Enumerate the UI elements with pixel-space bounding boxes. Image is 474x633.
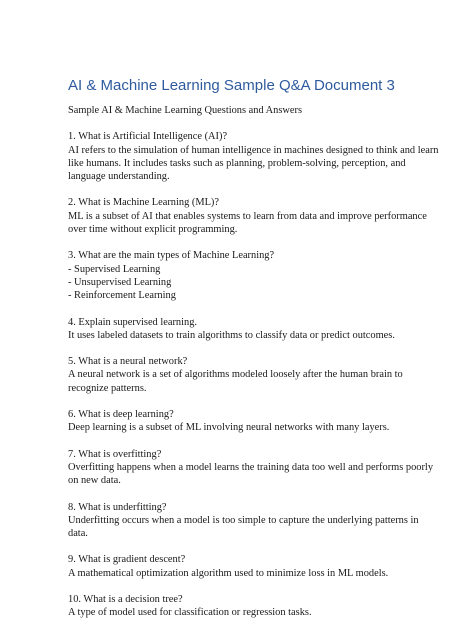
answer-7: Overfitting happens when a model learns the training data too well and performs poorly on new data.	[68, 461, 434, 487]
qa-item-1	[68, 130, 440, 183]
question-5: 5. What is a neural network?	[68, 356, 188, 368]
answer-6: Deep learning is a subset of ML involving neural networks with many layers.	[68, 422, 390, 434]
qa-item-10	[68, 593, 440, 620]
answer-1: AI refers to the simulation of human intelligence in machines designed to think and learn like humans. It includes tasks such as planning, problem-solving, perception, and language understanding.	[68, 144, 439, 183]
qa-item-5	[68, 355, 440, 395]
qa-item-6	[68, 408, 440, 435]
answer-9: A mathematical optimization algorithm used to minimize loss in ML models.	[68, 567, 389, 579]
question-10: 10. What is a decision tree?	[68, 594, 183, 606]
qa-item-4	[68, 316, 440, 343]
qa-item-9	[68, 553, 440, 580]
qa-item-2	[68, 196, 440, 236]
question-9: 9. What is gradient descent?	[68, 554, 186, 566]
question-1: 1. What is Artificial Intelligence (AI)?	[68, 131, 228, 143]
document-body	[68, 104, 440, 633]
answer-10: A type of model used for classification or regression tasks.	[68, 607, 312, 619]
qa-item-8	[68, 501, 440, 541]
answer-2: ML is a subset of AI that enables systems to learn from data and improve performance over time without explicit programming.	[68, 210, 427, 236]
document-subtitle: Sample AI & Machine Learning Questions and Answers	[68, 105, 303, 116]
qa-item-7	[68, 448, 440, 488]
question-3: 3. What are the main types of Machine Learning?	[68, 250, 275, 262]
document-title: AI & Machine Learning Sample Q&A Document 3	[68, 77, 395, 94]
answer-3-line-1: - Supervised Learning	[68, 263, 161, 275]
question-8: 8. What is underfitting?	[68, 501, 167, 513]
qa-item-3	[68, 249, 440, 302]
answer-3-line-3: - Reinforcement Learning	[68, 290, 176, 302]
question-4: 4. Explain supervised learning.	[68, 316, 197, 328]
answer-5: A neural network is a set of algorithms modeled loosely after the human brain to recognize patterns.	[68, 369, 403, 394]
answer-8: Underfitting occurs when a model is too simple to capture the underlying patterns in data.	[68, 514, 419, 540]
question-7: 7. What is overfitting?	[68, 448, 162, 460]
answer-4: It uses labeled datasets to train algorithms to classify data or predict outcomes.	[68, 329, 395, 341]
question-6: 6. What is deep learning?	[68, 409, 174, 421]
question-2: 2. What is Machine Learning (ML)?	[68, 197, 219, 209]
answer-3-line-2: - Unsupervised Learning	[68, 276, 172, 288]
